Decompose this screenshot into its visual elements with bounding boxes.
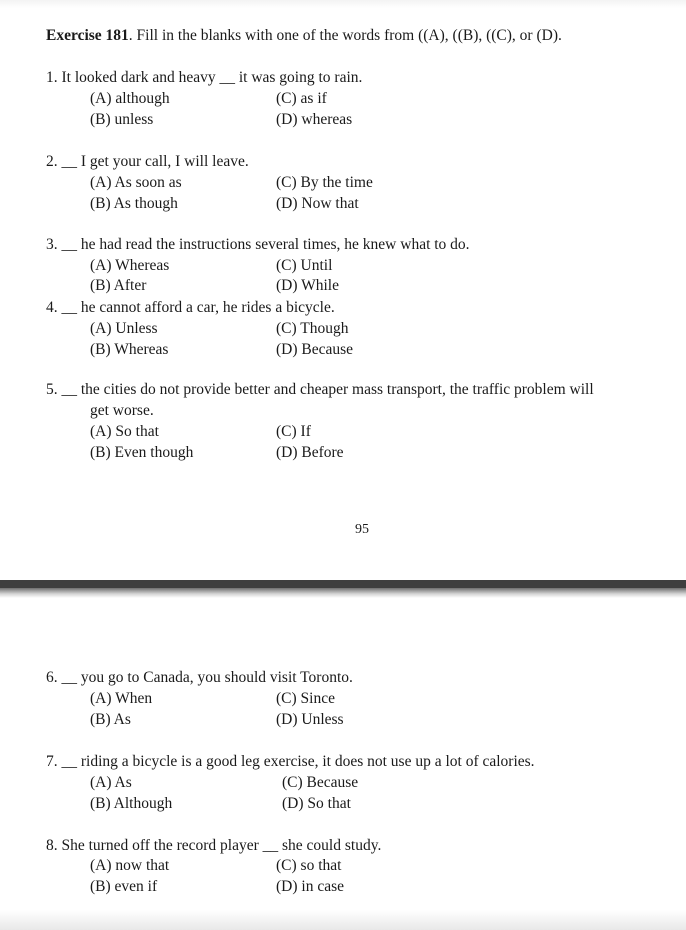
exercise-instruction: . Fill in the blanks with one of the words from ((A), ((B), ((C), or (D). — [128, 27, 562, 44]
question-stem-continuation: get worse. — [90, 402, 154, 419]
option-c: (C) as if — [276, 90, 327, 107]
question-stem: 4. __ he cannot afford a car, he rides a bicycle. — [46, 299, 335, 316]
option-c: (C) Until — [276, 257, 333, 274]
option-b: (B) Even though — [90, 444, 194, 461]
option-a: (A) So that — [90, 423, 159, 440]
exercise-heading — [46, 27, 562, 45]
question-stem: 2. __ I get your call, I will leave. — [46, 153, 249, 170]
option-a: (A) As — [90, 774, 132, 791]
exercise-label: Exercise 181 — [46, 27, 129, 44]
top-edge — [0, 0, 686, 8]
question-stem: 3. __ he had read the instructions several times, he knew what to do. — [46, 236, 470, 253]
option-b: (B) After — [90, 277, 147, 294]
option-b: (B) even if — [90, 878, 158, 895]
question-stem: 5. __ the cities do not provide better and cheaper mass transport, the traffic problem will — [46, 381, 594, 398]
option-c: (C) Though — [276, 320, 349, 337]
option-c: (C) If — [276, 423, 311, 440]
option-b: (B) Whereas — [90, 341, 169, 358]
option-c: (C) so that — [276, 857, 342, 874]
question-stem: 7. __ riding a bicycle is a good leg exercise, it does not use up a lot of calories. — [46, 753, 535, 770]
option-d: (D) So that — [282, 795, 351, 812]
option-b: (B) unless — [90, 111, 154, 128]
option-d: (D) Before — [276, 444, 344, 461]
option-d: (D) While — [276, 277, 339, 294]
question-stem: 6. __ you go to Canada, you should visit Toronto. — [46, 669, 353, 686]
option-c: (C) Since — [276, 690, 335, 707]
question-stem: 1. It looked dark and heavy __ it was going to rain. — [46, 69, 363, 86]
option-a: (A) As soon as — [90, 174, 182, 191]
option-d: (D) Unless — [276, 711, 344, 728]
option-c: (C) By the time — [276, 174, 373, 191]
option-a: (A) Whereas — [90, 257, 170, 274]
page-divider — [0, 580, 686, 588]
option-b: (B) Although — [90, 795, 173, 812]
option-a: (A) now that — [90, 857, 170, 874]
option-d: (D) in case — [276, 878, 344, 895]
option-b: (B) As though — [90, 195, 178, 212]
option-a: (A) When — [90, 690, 153, 707]
option-c: (C) Because — [282, 774, 359, 791]
option-d: (D) whereas — [276, 111, 353, 128]
option-a: (A) Unless — [90, 320, 158, 337]
page-divider-shadow — [0, 588, 686, 598]
option-a: (A) although — [90, 90, 170, 107]
option-b: (B) As — [90, 711, 131, 728]
option-d: (D) Now that — [276, 195, 359, 212]
page-number: 95 — [355, 522, 369, 537]
question-stem: 8. She turned off the record player __ she could study. — [46, 837, 382, 854]
option-d: (D) Because — [276, 341, 354, 358]
bottom-edge — [0, 910, 686, 930]
